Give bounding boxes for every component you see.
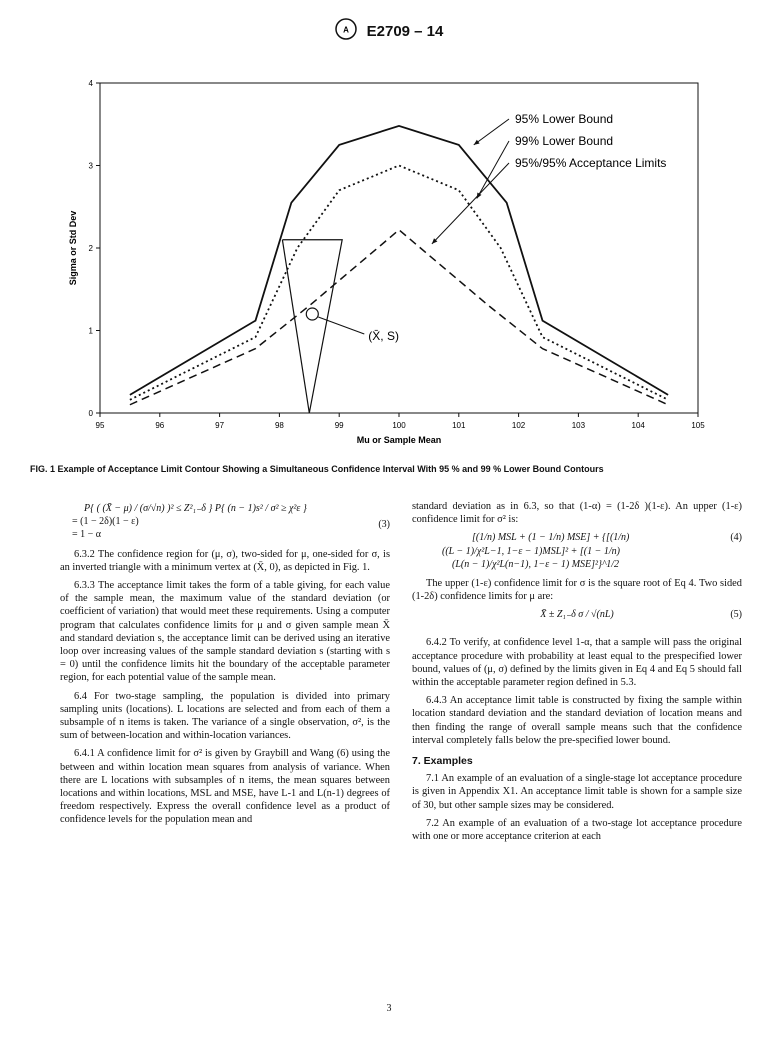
figure-caption: FIG. 1 Example of Acceptance Limit Contour Showing a Simultaneous Confidence Interval With 95 % and 99 % Lower Bound Contours [30,464,604,474]
astm-logo-icon [335,18,357,45]
x-tick-label: 98 [274,421,284,430]
eq4-number: (4) [730,532,742,544]
legend-leader-1 [474,119,509,145]
eq5-number: (5) [730,609,742,621]
plot-frame [100,83,698,413]
y-tick-label: 3 [88,161,93,171]
eq5-text: X̄ ± Z₁₋δ σ / √(nL) [540,609,614,621]
paragraph-6-3-3: 6.3.3 The acceptance limit takes the form of a table giving, for each value of the sample mean, the maximum value of the standard deviation (or coefficient of variation) that would meet these requirements. Using a computer program that calculates confidence limits for μ and σ given sample mean X̄ and standard deviation s, the acceptance limit can be derived using an iterative loop over increasing values of the sample standard deviation s (starting with s = 0) until the confidence limits hit the boundary of the acceptable parameter region, for each potential value of the sample mean. [60,580,390,684]
x-tick-label: 104 [631,421,645,430]
x-tick-label: 96 [155,421,165,430]
x-tick-label: 101 [452,421,466,430]
x-tick-label: 103 [571,421,586,430]
legend-arrowhead-1 [474,140,480,145]
x-tick-label: 95 [95,421,105,430]
legend-label-1: 95% Lower Bound [515,112,614,126]
paragraph-6-3-2: 6.3.2 The confidence region for (μ, σ), two-sided for μ, one-sided for σ, is an inverted triangle with a minimum vertex at (X̄, 0), as depicted in Fig. 1. [60,548,390,573]
equation-5 [412,608,742,630]
figure-1-chart [60,75,720,460]
x-tick-label: 99 [334,421,344,430]
document-code: E2709 – 14 [366,23,444,40]
sample-point-label: (X̄, S) [368,329,399,343]
y-tick-label: 4 [88,79,93,88]
series-line-3 [130,230,668,405]
section-heading-examples: 7. Examples [412,755,473,768]
eq3-line2: = (1 − 2δ)(1 − ε) [72,516,139,528]
eq3-line1: P{ ( (X̄ − μ) / (σ/√n) )² ≤ Z²₁₋δ } P{ (n − 1)s² / σ² ≥ χ²ε } [84,503,307,514]
paragraph-6-4-1: 6.4.1 A confidence limit for σ² is given by Graybill and Wang (6) using the between and within location mean squares from analysis of variance. When there are L locations with subsamples of n items, the mean squares between locations and within locations, MSL and MSE, have L-1 and L(n-1) degrees of freedom respectively. Express the overall confidence level as a product of confidence levels for the population mean and [60,748,390,826]
paragraph-continued: standard deviation as in 6.3, so that (1-α) = (1-2δ )(1-ε). An upper (1-ε) confidence limit for σ² is: [412,501,742,526]
legend-leader-3 [432,163,509,244]
page-number: 3 [386,1003,392,1014]
eq3-number: (3) [378,519,390,530]
eq4-line1: [(1/n) MSL + (1 − 1/n) MSE] + {[(1/n) [472,532,630,544]
y-tick-label: 0 [88,409,93,418]
paragraph-7-1: 7.1 An example of an evaluation of a single-stage lot acceptance procedure is given in Appendix X1. An acceptance limit table is shown for a sample size of 30, but other sample sizes may be considered. [412,773,742,811]
y-tick-label: 2 [88,244,93,253]
eq4-line3: (L(n − 1)/χ²L(n−1), 1−ε − 1) MSE]²}^1/2 [452,558,620,570]
right-column [412,500,742,848]
paragraph-6-4-3: 6.4.3 An acceptance limit table is constructed by fixing the sample within location standard deviation and the standard deviation of location means and then finding the range of overall sample means such that the confidence interval completely falls below the pre-specified lower bound. [412,695,742,746]
y-tick-label: 1 [88,326,93,336]
x-tick-label: 105 [691,421,705,430]
paragraph-6-4: 6.4 For two-stage sampling, the population is divided into primary sampling units (locations). L locations are selected and from each of them a subsample of n items is taken. The variance of a single observation, σ², is the sum of between-location and within-location variances. [60,690,390,742]
paragraph-7-2: 7.2 An example of an evaluation of a two-stage lot acceptance procedure with one or more acceptance criterion at each [412,817,742,843]
equation-3 [60,502,390,542]
eq3-line3: = 1 − α [72,529,102,541]
paragraph-6-4-2: 6.4.2 To verify, at confidence level 1-α, that a sample will pass the original acceptance procedure with probability at least equal to the prespecified lower bound, values of (μ, σ) defined by the limits given in Eq 4 and Eq 5 should fall within the acceptable parameter region defined in 5.3. [412,637,742,689]
x-tick-label: 97 [215,421,225,430]
x-axis-label: Mu or Sample Mean [356,435,442,445]
legend-label-2: 99% Lower Bound [515,134,614,148]
y-axis-label: Sigma or Std Dev [68,210,78,286]
eq4-line2: ((L − 1)/χ²L−1, 1−ε − 1)MSL]² + [(1 − 1/n) [442,545,620,557]
confidence-triangle [282,240,342,413]
legend-label-3: 95%/95% Acceptance Limits [515,156,667,170]
legend-leader-2 [477,141,509,199]
svg-text:A: A [342,25,349,35]
x-tick-label: 102 [511,421,526,430]
sample-point [306,308,318,320]
series-line-2 [130,166,668,400]
paragraph-sigma-limit: The upper (1-ε) confidence limit for σ is the square root of Eq 4. Two sided (1-2δ) confidence limits for μ are: [412,578,742,603]
equation-4 [412,531,742,571]
x-tick-label: 100 [392,421,406,430]
left-column [60,500,390,832]
page-header [0,18,778,45]
